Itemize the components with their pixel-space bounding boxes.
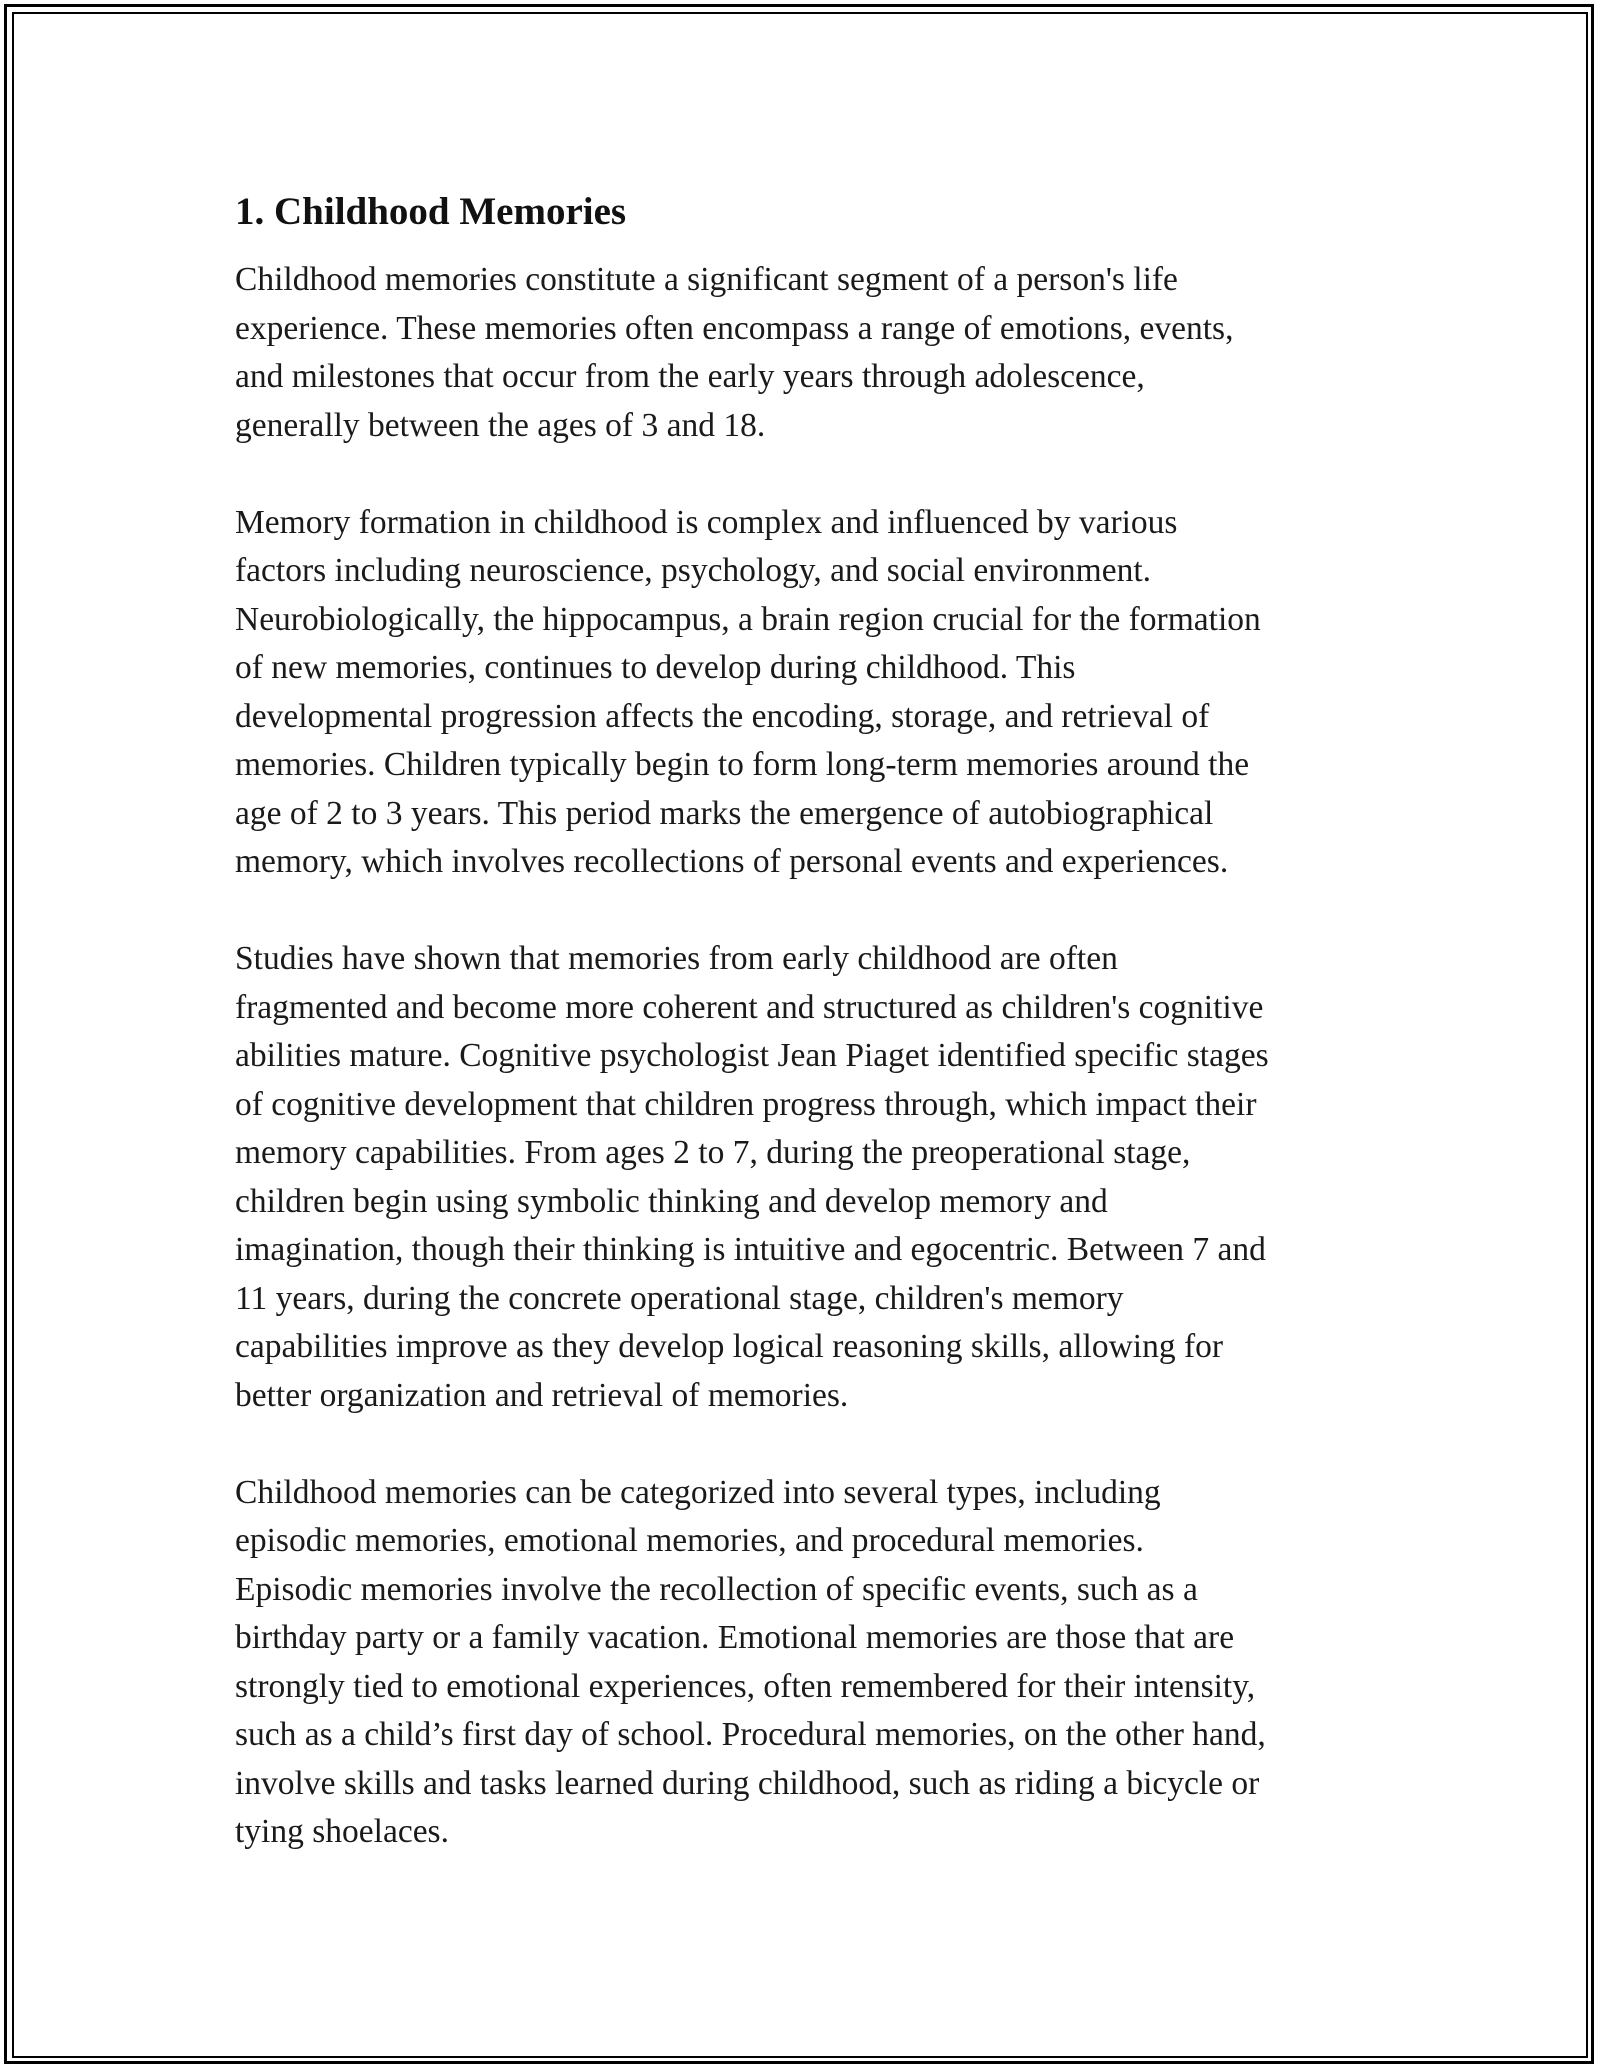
text-line: Childhood memories constitute a significant segment of a person's life [235,261,1178,298]
text-line: memory, which involves recollections of personal events and experiences. [235,843,1229,880]
text-line: tying shoelaces. [235,1813,449,1850]
text-line: fragmented and become more coherent and structured as children's cognitive [235,988,1264,1026]
text-line: age of 2 to 3 years. This period marks the emergence of autobiographical [235,794,1214,832]
text-line: Childhood memories can be categorized into several types, including [235,1473,1161,1511]
text-line: of new memories, continues to develop during childhood. This [235,649,1076,686]
text-line: better organization and retrieval of memories. [235,1376,849,1414]
paragraph-memory-formation [235,499,1375,887]
text-line: Memory formation in childhood is complex and influenced by various [235,503,1178,541]
text-line: birthday party or a family vacation. Emotional memories are those that are [235,1619,1235,1656]
text-line: generally between the ages of 3 and 18. [235,406,766,444]
text-line: capabilities improve as they develop logical reasoning skills, allowing for [235,1328,1224,1365]
text-line: imagination, though their thinking is intuitive and egocentric. Between 7 and [235,1231,1266,1268]
text-line: and milestones that occur from the early years through adolescence, [235,358,1145,395]
document-body [235,182,1375,1905]
text-line: episodic memories, emotional memories, and procedural memories. [235,1522,1144,1559]
paragraph-cognitive-development [235,935,1375,1420]
text-line: involve skills and tasks learned during childhood, such as riding a bicycle or [235,1764,1260,1802]
text-line: memories. Children typically begin to form long-term memories around the [235,746,1250,783]
paragraph-memory-types [235,1469,1375,1857]
text-line: Episodic memories involve the recollection of specific events, such as a [235,1570,1198,1608]
text-line: strongly tied to emotional experiences, often remembered for their intensity, [235,1667,1256,1705]
section-heading: 1. Childhood Memories [235,190,627,233]
text-line: abilities mature. Cognitive psychologist Jean Piaget identified specific stages [235,1037,1269,1074]
text-line: Studies have shown that memories from early childhood are often [235,940,1118,977]
text-line: memory capabilities. From ages 2 to 7, during the preoperational stage, [235,1134,1191,1171]
text-line: factors including neuroscience, psychology, and social environment. [235,552,1152,589]
text-line: experience. These memories often encompass a range of emotions, events, [235,309,1234,347]
text-line: such as a child’s first day of school. Procedural memories, on the other hand, [235,1716,1266,1753]
text-line: Neurobiologically, the hippocampus, a brain region crucial for the formation [235,600,1261,638]
text-line: developmental progression affects the encoding, storage, and retrieval of [235,697,1210,735]
text-line: of cognitive development that children progress through, which impact their [235,1085,1257,1123]
text-line: children begin using symbolic thinking and develop memory and [235,1182,1108,1220]
paragraph-intro [235,256,1375,450]
text-line: 11 years, during the concrete operational stage, children's memory [235,1279,1124,1317]
